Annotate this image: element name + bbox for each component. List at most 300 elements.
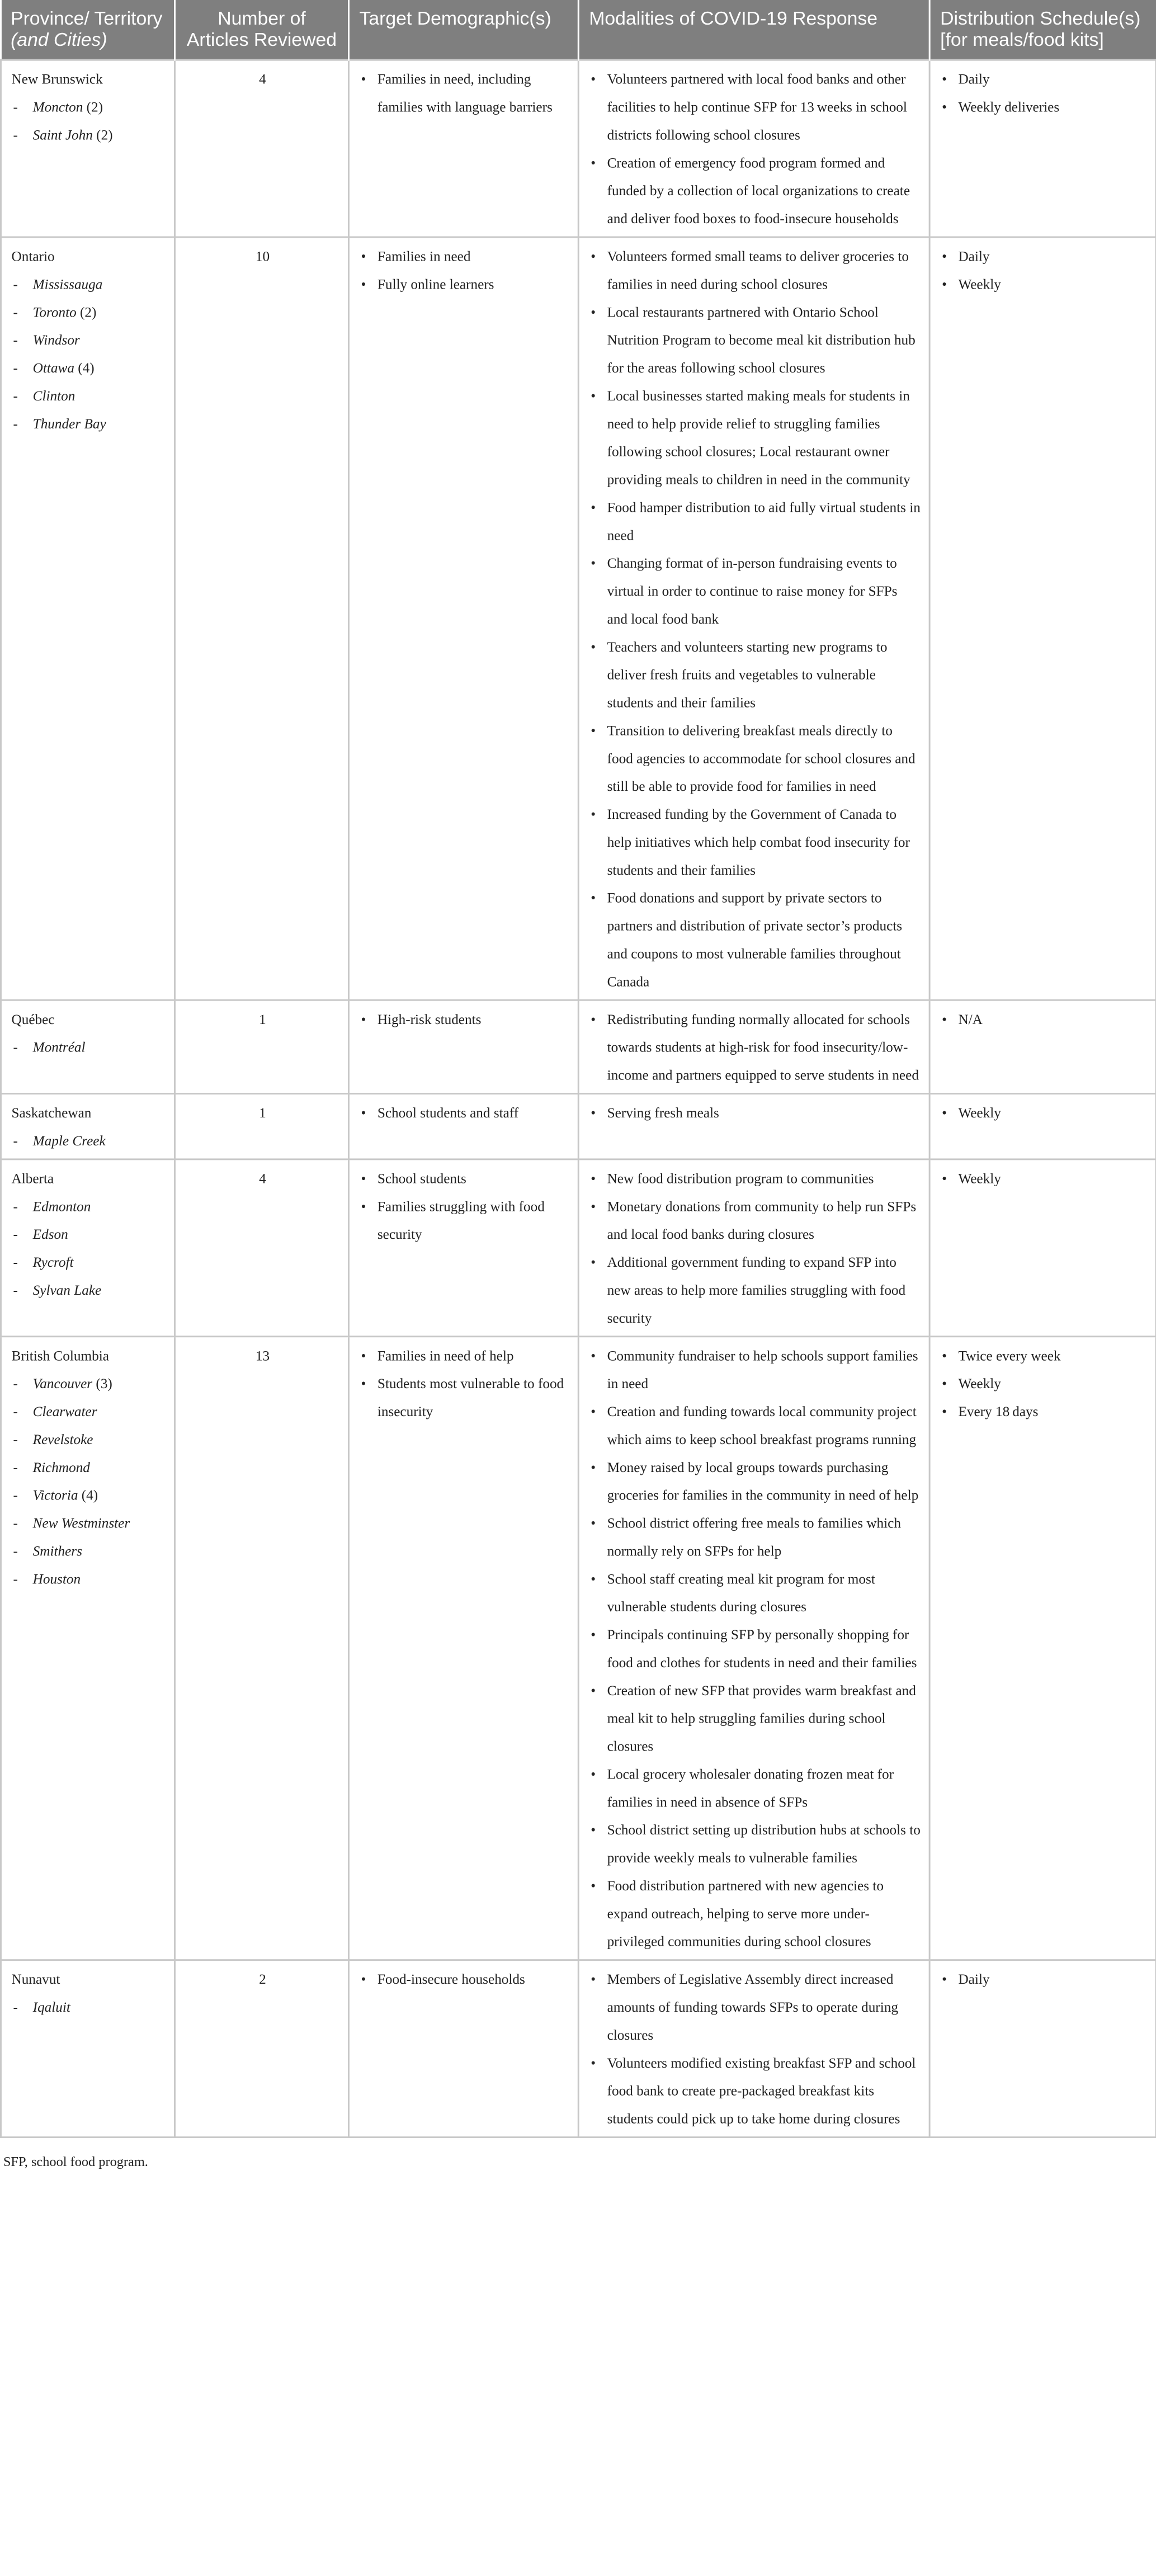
bullet-icon: • [591, 1347, 596, 1364]
city-name: Vancouver [32, 1375, 93, 1392]
bullet-icon: • [361, 248, 366, 265]
schedule-item-list [940, 243, 1147, 299]
modality-item-text: Volunteers formed small teams to deliver groceries to families in need during school closures [607, 248, 909, 292]
schedule-item-text: Weekly [958, 275, 1001, 292]
cell-schedules [929, 237, 1156, 1000]
cell-province [1, 60, 174, 237]
modality-item [589, 1677, 921, 1761]
city-item [12, 1034, 166, 1061]
city-item [12, 1994, 166, 2022]
header-province-text: Province/ Territory [11, 10, 163, 30]
dash-icon: - [13, 1253, 18, 1270]
schedule-item-text: Weekly deliveries [958, 98, 1060, 115]
province-name: New Brunswick [11, 70, 103, 87]
demographic-item [360, 1006, 570, 1034]
city-name: Richmond [32, 1459, 90, 1475]
city-name: Thunder Bay [32, 415, 106, 432]
city-name: Saint John [32, 126, 93, 143]
cell-schedules [929, 60, 1156, 237]
demographic-item-list [360, 1966, 570, 1994]
modality-item-text: Changing format of in-person fundraising events to virtual in order to continue to raise money for SFPs and local food bank [607, 554, 898, 627]
schedule-item-list [940, 1966, 1147, 1994]
bullet-icon: • [591, 1104, 596, 1121]
demographic-item [360, 1342, 570, 1370]
demographic-item [360, 243, 570, 271]
cell-demographics [348, 60, 578, 237]
modality-item-text: Principals continuing SFP by personally shopping for food and clothes for students in need and their families [607, 1626, 917, 1671]
modality-item [589, 1621, 921, 1677]
cell-modalities [578, 1337, 929, 1960]
modality-item [589, 1454, 921, 1510]
schedule-item-text: Weekly [958, 1169, 1001, 1187]
schedule-item [940, 65, 1147, 93]
schedule-item-text: Weekly [958, 1104, 1001, 1121]
cell-demographics [348, 1159, 578, 1337]
bullet-icon: • [591, 248, 596, 265]
cell-modalities [578, 237, 929, 1000]
table-row [1, 60, 1156, 237]
modality-item-text: Redistributing funding normally allocated for schools towards students at high-risk for food insecurity/low-income and partners equipped to serve students in need [607, 1011, 919, 1083]
bullet-icon: • [942, 1375, 947, 1392]
demographic-item-text: Families struggling with food security [377, 1197, 545, 1243]
dash-icon: - [13, 1281, 18, 1298]
modality-item [589, 1006, 921, 1090]
bullet-icon: • [591, 1970, 596, 1988]
cell-schedules [929, 1960, 1156, 2138]
city-item [12, 1277, 166, 1305]
bullet-icon: • [591, 638, 596, 655]
dash-icon: - [13, 275, 18, 292]
demographic-item-list [360, 1165, 570, 1249]
bullet-icon: • [361, 1970, 366, 1988]
dash-icon: - [13, 1459, 18, 1475]
modality-item-text: Volunteers modified existing breakfast SFP and school food bank to create pre-packaged breakfast kits students could pick up to take home during closures [607, 2054, 916, 2127]
cell-modalities [578, 1000, 929, 1093]
modality-item-text: Teachers and volunteers starting new programs to deliver fresh fruits and vegetables to vulnerable students and their families [607, 638, 888, 711]
modality-item-text: Money raised by local groups towards purchasing groceries for families in the community in need of help [607, 1459, 919, 1503]
modality-item [589, 1872, 921, 1956]
demographic-item [360, 1165, 570, 1193]
dash-icon: - [13, 1431, 18, 1447]
cell-demographics [348, 1960, 578, 2138]
cell-modalities [578, 60, 929, 237]
schedule-item [940, 271, 1147, 299]
schedule-item-text: N/A [958, 1011, 983, 1027]
dash-icon: - [13, 1542, 18, 1559]
modality-item-text: New food distribution program to communities [607, 1169, 874, 1187]
modality-item-list [589, 1100, 921, 1127]
schedule-item-list [940, 65, 1147, 121]
modality-item-list [589, 65, 921, 233]
table-footnote: SFP, school food program. [3, 2154, 148, 2169]
modality-item [589, 383, 921, 494]
bullet-icon: • [591, 1821, 596, 1838]
city-list [12, 1127, 166, 1155]
province-name: Nunavut [11, 1970, 60, 1988]
schedule-item [940, 1100, 1147, 1127]
modality-item-text: Members of Legislative Assembly direct increased amounts of funding towards SFPs to operate during closures [607, 1970, 898, 2043]
demographic-item-text: Families in need of help [377, 1347, 514, 1364]
bullet-icon: • [591, 1570, 596, 1587]
schedule-item [940, 243, 1147, 271]
schedule-item [940, 1342, 1147, 1370]
bullet-icon: • [361, 1104, 366, 1121]
city-name: Ottawa [32, 359, 74, 376]
city-article-count: (3) [92, 1375, 112, 1392]
cell-modalities [578, 1960, 929, 2138]
modality-item-text: Food distribution partnered with new agencies to expand outreach, helping to serve more under-privileged communities during school closures [607, 1877, 884, 1950]
city-list [12, 93, 166, 149]
cell-modalities [578, 1094, 929, 1159]
province-name: British Columbia [11, 1347, 109, 1364]
demographic-item-text: School students [377, 1169, 466, 1187]
header-province-italic: (and Cities) [11, 31, 107, 51]
header-articles: Number of Articles Reviewed [174, 0, 348, 60]
city-item [12, 299, 166, 327]
demographic-item-list [360, 243, 570, 299]
bullet-icon: • [591, 554, 596, 572]
dash-icon: - [13, 126, 18, 143]
modality-item-list [589, 1165, 921, 1332]
modality-item [589, 1509, 921, 1565]
cell-province [1, 1094, 174, 1159]
modality-item-text: Local grocery wholesaler donating frozen meat for families in need in absence of SFPs [607, 1765, 894, 1810]
modality-item-text: Community fundraiser to help schools support families in need [607, 1347, 918, 1392]
cell-province [1, 1960, 174, 2138]
schedule-item [940, 1370, 1147, 1398]
modality-item-text: Local restaurants partnered with Ontario School Nutrition Program to become meal kit distribution hub for the areas following school closures [607, 303, 916, 376]
bullet-icon: • [361, 1347, 366, 1364]
bullet-icon: • [942, 1104, 947, 1121]
city-name: Moncton [32, 98, 83, 115]
modality-item [589, 1193, 921, 1249]
modality-item-list [589, 243, 921, 996]
city-name: Toronto [32, 303, 77, 320]
modality-item-list [589, 1966, 921, 2133]
cell-articles: 1 [174, 1000, 348, 1093]
city-item [12, 1249, 166, 1277]
modality-item-text: Transition to delivering breakfast meals directly to food agencies to accommodate for school closures and still be able to provide food for families in need [607, 721, 916, 795]
modality-item-text: Local businesses started making meals for students in need to help provide relief to struggling families following school closures; Local restaurant owner providing meals to children in need in the community [607, 387, 910, 488]
cell-schedules [929, 1000, 1156, 1093]
dash-icon: - [13, 303, 18, 320]
city-list [12, 271, 166, 438]
modality-item [589, 1165, 921, 1193]
dash-icon: - [13, 1487, 18, 1503]
city-article-count: (2) [83, 98, 103, 115]
city-list [12, 1370, 166, 1593]
demographic-item-text: Families in need, including families with language barriers [377, 70, 553, 115]
city-name: Windsor [32, 331, 80, 348]
modality-item-text: School district offering free meals to families which normally rely on SFPs for help [607, 1515, 901, 1559]
bullet-icon: • [591, 1877, 596, 1894]
demographic-item-text: Families in need [377, 248, 471, 265]
city-name: Maple Creek [32, 1132, 106, 1149]
bullet-icon: • [942, 70, 947, 87]
province-name: Saskatchewan [11, 1104, 92, 1121]
bullet-icon: • [361, 1375, 366, 1392]
schedule-item-list [940, 1006, 1147, 1034]
city-name: Victoria [32, 1487, 78, 1503]
modality-item [589, 1817, 921, 1872]
city-list [12, 1193, 166, 1305]
cell-articles: 4 [174, 60, 348, 237]
modality-item [589, 1761, 921, 1817]
bullet-icon: • [591, 1197, 596, 1215]
bullet-icon: • [591, 70, 596, 87]
dash-icon: - [13, 387, 18, 404]
modality-item-text: Food donations and support by private sectors to partners and distribution of private sector’s products and coupons to most vulnerable families throughout Canada [607, 889, 903, 990]
city-list [12, 1994, 166, 2022]
schedule-item-text: Daily [958, 70, 990, 87]
dash-icon: - [13, 1225, 18, 1243]
demographic-item-list [360, 1100, 570, 1127]
schedule-item-text: Daily [958, 248, 990, 265]
city-name: Revelstoke [32, 1431, 93, 1447]
bullet-icon: • [591, 1765, 596, 1782]
modality-item-text: Creation and funding towards local community project which aims to keep school breakfast programs running [607, 1403, 917, 1447]
modality-item-text: Creation of new SFP that provides warm breakfast and meal kit to help struggling families during school closures [607, 1682, 916, 1754]
modality-item-list [589, 1342, 921, 1956]
city-item [12, 1398, 166, 1426]
modality-item-text: Food hamper distribution to aid fully virtual students in need [607, 498, 921, 544]
city-item [12, 1127, 166, 1155]
city-item [12, 1454, 166, 1482]
demographic-item-list [360, 1006, 570, 1034]
city-item [12, 1509, 166, 1537]
modality-item [589, 65, 921, 149]
city-article-count: (2) [76, 303, 97, 320]
bullet-icon: • [591, 1515, 596, 1531]
cell-articles: 13 [174, 1337, 348, 1960]
cell-schedules [929, 1094, 1156, 1159]
modality-item [589, 884, 921, 996]
schedule-item-list [940, 1342, 1147, 1426]
modality-item [589, 243, 921, 299]
province-name: Ontario [11, 248, 55, 265]
bullet-icon: • [942, 1347, 947, 1364]
province-name: Alberta [11, 1169, 54, 1187]
bullet-icon: • [591, 805, 596, 822]
dash-icon: - [13, 1039, 18, 1055]
modality-item [589, 1342, 921, 1398]
modality-item [589, 717, 921, 801]
bullet-icon: • [591, 1459, 596, 1475]
modality-item [589, 634, 921, 718]
cell-province [1, 1159, 174, 1337]
bullet-icon: • [591, 889, 596, 906]
city-article-count: (4) [78, 1487, 98, 1503]
bullet-icon: • [361, 1169, 366, 1187]
bullet-icon: • [591, 1011, 596, 1027]
city-item [12, 1565, 166, 1593]
cell-province [1, 1337, 174, 1960]
city-name: New Westminster [32, 1515, 130, 1531]
modality-item [589, 801, 921, 885]
schedule-item-text: Daily [958, 1970, 990, 1988]
cell-modalities [578, 1159, 929, 1337]
bullet-icon: • [942, 248, 947, 265]
city-name: Clinton [32, 387, 76, 404]
bullet-icon: • [942, 1011, 947, 1027]
schedule-item-list [940, 1165, 1147, 1193]
modality-item-text: Creation of emergency food program formed and funded by a collection of local organizations to create and deliver food boxes to food-insecure households [607, 154, 910, 227]
demographic-item [360, 1966, 570, 1994]
city-name: Rycroft [32, 1253, 74, 1270]
modality-item-list [589, 1006, 921, 1090]
modality-item-text: Monetary donations from community to help run SFPs and local food banks during closures [607, 1197, 917, 1243]
city-name: Sylvan Lake [32, 1281, 102, 1298]
table-row [1, 1960, 1156, 2138]
cell-demographics [348, 1000, 578, 1093]
bullet-icon: • [361, 1011, 366, 1027]
modality-item [589, 1966, 921, 2050]
city-item [12, 1482, 166, 1509]
cell-demographics [348, 1094, 578, 1159]
cell-province [1, 237, 174, 1000]
modality-item-text: Increased funding by the Government of Canada to help initiatives which help combat food insecurity for students and their families [607, 805, 910, 878]
modality-item [589, 1249, 921, 1333]
schedule-item [940, 1966, 1147, 1994]
modality-item-text: School district setting up distribution hubs at schools to provide weekly meals to vulnerable families [607, 1821, 921, 1866]
cell-demographics [348, 237, 578, 1000]
modality-item-text: School staff creating meal kit program for most vulnerable students during closures [607, 1570, 875, 1615]
cell-articles: 10 [174, 237, 348, 1000]
schedule-item [940, 1398, 1147, 1426]
city-name: Mississauga [32, 275, 103, 292]
demographic-item-text: Fully online learners [377, 275, 494, 292]
dash-icon: - [13, 98, 18, 115]
schedule-item [940, 93, 1147, 121]
dash-icon: - [13, 1998, 18, 2015]
bullet-icon: • [361, 1197, 366, 1215]
city-item [12, 1537, 166, 1565]
modality-item [589, 550, 921, 634]
bullet-icon: • [591, 721, 596, 739]
city-item [12, 1193, 166, 1221]
demographic-item [360, 1193, 570, 1249]
bullet-icon: • [591, 154, 596, 171]
bullet-icon: • [591, 1682, 596, 1699]
dash-icon: - [13, 1570, 18, 1587]
bullet-icon: • [591, 498, 596, 516]
city-item [12, 411, 166, 438]
bullet-icon: • [591, 1403, 596, 1419]
dash-icon: - [13, 1375, 18, 1392]
dash-icon: - [13, 359, 18, 376]
bullet-icon: • [591, 1169, 596, 1187]
city-article-count: (4) [74, 359, 95, 376]
city-name: Clearwater [32, 1403, 97, 1419]
demographic-item [360, 271, 570, 299]
dash-icon: - [13, 1197, 18, 1215]
city-item [12, 355, 166, 383]
table-row [1, 1159, 1156, 1337]
cell-province [1, 1000, 174, 1093]
city-article-count: (2) [92, 126, 113, 143]
modality-item [589, 494, 921, 550]
table-row [1, 1000, 1156, 1093]
modality-item [589, 1398, 921, 1454]
city-item [12, 271, 166, 299]
bullet-icon: • [942, 1970, 947, 1988]
bullet-icon: • [942, 275, 947, 292]
city-name: Montréal [32, 1039, 86, 1055]
modality-item [589, 1565, 921, 1621]
city-item [12, 1370, 166, 1398]
header-province [1, 0, 174, 60]
city-item [12, 121, 166, 149]
dash-icon: - [13, 1515, 18, 1531]
bullet-icon: • [591, 1253, 596, 1270]
schedule-item-text: Every 18 days [958, 1403, 1039, 1419]
demographic-item-text: Students most vulnerable to food insecurity [377, 1375, 564, 1419]
schedule-item [940, 1006, 1147, 1034]
cell-articles: 2 [174, 1960, 348, 2138]
bullet-icon: • [591, 303, 596, 320]
city-item [12, 1426, 166, 1454]
schedule-item-list [940, 1100, 1147, 1127]
cell-schedules [929, 1337, 1156, 1960]
dash-icon: - [13, 1403, 18, 1419]
header-modalities: Modalities of COVID-19 Response [578, 0, 929, 60]
city-name: Edmonton [32, 1197, 91, 1215]
modality-item-text: Additional government funding to expand SFP into new areas to help more families struggling with food security [607, 1253, 906, 1326]
bullet-icon: • [591, 1626, 596, 1643]
bullet-icon: • [942, 98, 947, 115]
demographic-item-text: Food-insecure households [377, 1970, 525, 1988]
schedule-item [940, 1165, 1147, 1193]
cell-articles: 4 [174, 1159, 348, 1337]
modality-item-text: Serving fresh meals [607, 1104, 719, 1121]
city-name: Smithers [32, 1542, 82, 1559]
table-row [1, 1337, 1156, 1960]
bullet-icon: • [942, 1169, 947, 1187]
city-list [12, 1034, 166, 1061]
province-name: Québec [11, 1011, 55, 1027]
city-name: Houston [32, 1570, 81, 1587]
city-item [12, 383, 166, 411]
table-row [1, 237, 1156, 1000]
dash-icon: - [13, 415, 18, 432]
bullet-icon: • [361, 275, 366, 292]
schedule-item-text: Twice every week [958, 1347, 1061, 1364]
header-schedule: Distribution Schedule(s) [for meals/food kits] [929, 0, 1156, 60]
demographic-item-list [360, 1342, 570, 1426]
table-row [1, 1094, 1156, 1159]
demographic-item [360, 1370, 570, 1426]
modality-item [589, 1100, 921, 1127]
modality-item-text: Volunteers partnered with local food banks and other facilities to help continue SFP for 13 weeks in school districts following school closures [607, 70, 907, 143]
dash-icon: - [13, 331, 18, 348]
bullet-icon: • [942, 1403, 947, 1419]
modality-item [589, 299, 921, 383]
cell-articles: 1 [174, 1094, 348, 1159]
demographic-item [360, 1100, 570, 1127]
city-item [12, 93, 166, 121]
bullet-icon: • [591, 2054, 596, 2071]
demographic-item-text: High-risk students [377, 1011, 482, 1027]
city-name: Edson [32, 1225, 68, 1243]
cell-demographics [348, 1337, 578, 1960]
table-header-row [1, 0, 1156, 60]
demographic-item-list [360, 65, 570, 121]
city-item [12, 327, 166, 355]
schedule-item-text: Weekly [958, 1375, 1001, 1392]
dash-icon: - [13, 1132, 18, 1149]
demographic-item [360, 65, 570, 121]
header-demographic: Target Demographic(s) [348, 0, 578, 60]
